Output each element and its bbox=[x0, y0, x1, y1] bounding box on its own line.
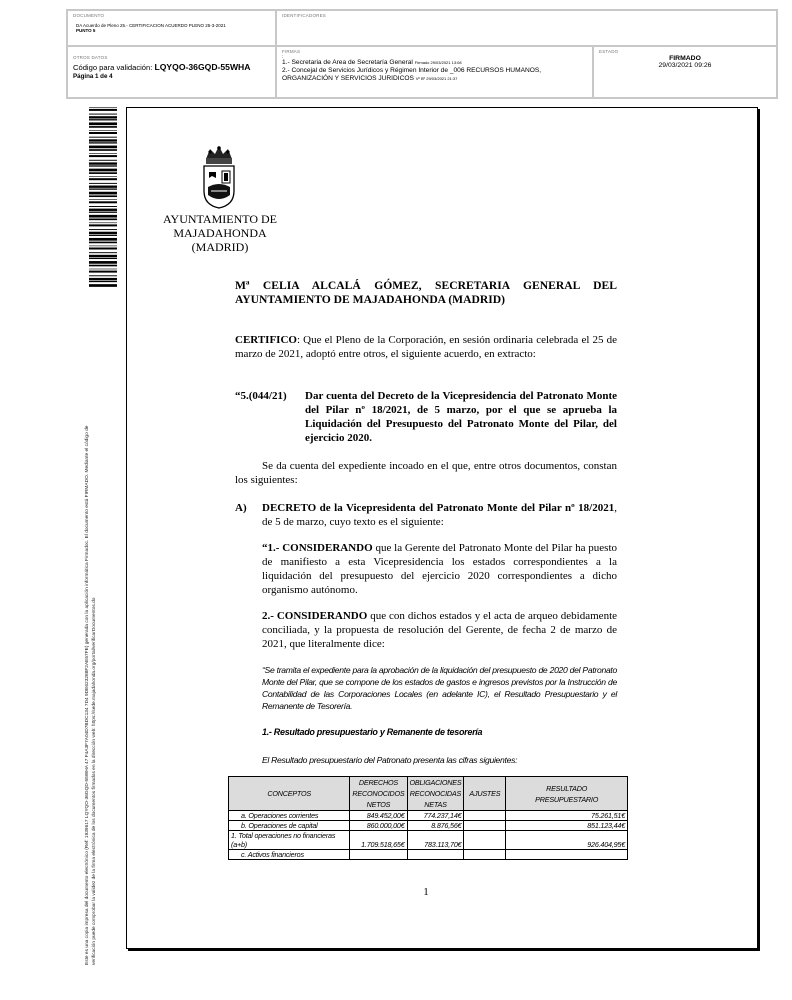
barcode-bar bbox=[89, 229, 117, 230]
barcode-bar bbox=[89, 107, 117, 108]
barcode-bar bbox=[89, 215, 117, 218]
barcode-bar bbox=[89, 116, 117, 118]
header-obligaciones-line-1: OBLIGACIONES bbox=[409, 778, 462, 787]
barcode-bar bbox=[89, 153, 117, 154]
barcode-bar bbox=[89, 139, 117, 141]
section-a-bold: DECRETO de la Vicepresidenta del Patronato Monte del Pilar nº 18/2021 bbox=[262, 502, 615, 514]
certifico-text: : Que el Pleno de la Corporación, en sesión ordinaria celebrada el 25 de marzo de 2021, adoptó entre otros, el siguiente acuerdo, en extracto: bbox=[235, 334, 617, 360]
barcode-bar bbox=[89, 130, 117, 131]
firma-2-text: ORGANIZACIÓN Y SERVICIOS JURIDICOS bbox=[282, 74, 414, 82]
se-da-cuenta-paragraph: Se da cuenta del expediente incoado en el que, entre otros documentos, constan los siguientes: bbox=[235, 460, 617, 486]
firma-1 bbox=[282, 59, 587, 67]
table-row bbox=[229, 811, 628, 821]
documento-value-2: PUNTO 5 bbox=[76, 28, 96, 33]
cell-ajustes bbox=[464, 831, 506, 850]
barcode-bar bbox=[89, 109, 117, 111]
table-row bbox=[229, 821, 628, 831]
barcode-bar bbox=[89, 186, 117, 188]
barcode-bar bbox=[89, 114, 117, 115]
cell-derechos: 1.709.518,65€ bbox=[350, 831, 407, 850]
cell-derechos bbox=[350, 850, 407, 860]
barcode-bar bbox=[89, 284, 117, 287]
documento-value: DA Acuerdo de Pleno 25.- CERTIFICACION ACUERDO PLENO 25-3-2021 bbox=[76, 23, 226, 28]
header-derechos bbox=[350, 777, 407, 811]
barcode-bar bbox=[89, 172, 117, 174]
header-resultado-line-1: RESULTADO bbox=[546, 783, 588, 793]
header-derechos-line-2: RECONOCIDOS bbox=[352, 789, 405, 798]
agenda-item-number: “5.(044/21) bbox=[235, 390, 287, 402]
table-header-row bbox=[229, 777, 628, 811]
barcode-bar bbox=[89, 192, 117, 195]
firma-2-line-1: 2.- Concejal de Servicios Jurídicos y Régimen Interior de _006 RECURSOS HUMANOS, bbox=[282, 66, 542, 74]
header-ajustes: AJUSTES bbox=[464, 777, 506, 811]
firmas-colon: : bbox=[282, 54, 284, 59]
barcode-bar bbox=[89, 137, 117, 138]
barcode-bar bbox=[89, 165, 117, 166]
barcode-bar bbox=[89, 219, 117, 221]
letterhead-line-3: (MADRID) bbox=[191, 240, 249, 254]
barcode-bar bbox=[89, 199, 117, 200]
cell-concepto bbox=[229, 831, 350, 850]
identificadores-cell bbox=[276, 10, 777, 46]
barcode-bar bbox=[89, 271, 117, 273]
firma-1-stamp: Firmado 29/03/2021 13:08 bbox=[414, 60, 462, 65]
title-line-1: Mª CELIA ALCALÁ GÓMEZ, SECRETARIA GENERAL DEL bbox=[235, 279, 617, 292]
documento-cell bbox=[67, 10, 276, 46]
barcode-bar bbox=[89, 212, 117, 213]
barcode-bar bbox=[89, 255, 117, 257]
cell-derechos: 849.452,00€ bbox=[350, 811, 407, 821]
certificate-title bbox=[235, 279, 617, 307]
header-resultado bbox=[506, 777, 628, 811]
barcode-bar bbox=[89, 269, 117, 270]
vertical-verification-note bbox=[84, 426, 98, 965]
page-number: 1 bbox=[423, 886, 429, 898]
cell-concepto-line-1: 1. Total operaciones no financieras bbox=[231, 831, 336, 840]
firmas-label: FIRMAS bbox=[282, 49, 301, 54]
considerando-1-bold: “1.- CONSIDERANDO bbox=[262, 542, 373, 554]
barcode-bar bbox=[89, 235, 117, 236]
cell-ajustes bbox=[464, 821, 506, 831]
codigo-value: LQYQO-36GQD-55WHA bbox=[154, 62, 251, 72]
header-obligaciones bbox=[407, 777, 464, 811]
pagina-indicator: Página 1 de 4 bbox=[73, 73, 113, 80]
header-obligaciones-line-2: RECONOCIDAS bbox=[409, 789, 462, 798]
barcode-bar bbox=[89, 201, 117, 203]
vertical-note-line-1: Este es una copia impresa del documento electrónico (Ref: 1939617 LQYQO-36GQD-55WHA 47 F4A3F7A04D7BDC134 7D4 9DE623288F2AE67FE) generada con la aplicación informática Firmadoc. El documento está FIRMADO. Mediante el código de bbox=[85, 425, 90, 965]
section-heading-resultado: 1.- Resultado presupuestario y Remanente de tesorería bbox=[262, 727, 483, 737]
signature-header bbox=[66, 9, 778, 99]
barcode-bar bbox=[89, 281, 117, 282]
letterhead-line-1: AYUNTAMIENTO DE bbox=[162, 212, 278, 226]
firma-2-stamp: Vº Bº 29/03/2021 21:37 bbox=[415, 75, 458, 81]
estado-value: FIRMADO bbox=[669, 55, 701, 62]
section-a-paragraph bbox=[262, 501, 617, 529]
barcode-bar bbox=[89, 122, 117, 125]
cell-resultado: 75.261,51€ bbox=[506, 811, 628, 821]
barcode-bar bbox=[89, 183, 117, 184]
header-resultado-line-2: PRESUPUESTARIO bbox=[535, 794, 599, 804]
cell-obligaciones bbox=[407, 850, 464, 860]
section-a-letter: A) bbox=[235, 502, 247, 514]
otros-datos-cell bbox=[67, 46, 276, 98]
cell-concepto: a. Operaciones corrientes bbox=[229, 811, 350, 821]
barcode-bar bbox=[89, 206, 117, 207]
codigo-validacion bbox=[73, 62, 270, 72]
barcode-bar bbox=[89, 146, 117, 149]
vertical-note-line-2: verificación puede comprobar la validez de la firma electrónica de los documentos firmados en la dirección web: https://sede.majadahonda.org/portal/verificarDocumentos.do bbox=[92, 597, 97, 965]
barcode-bar bbox=[89, 132, 117, 134]
cell-resultado bbox=[506, 850, 628, 860]
documento-label: DOCUMENTO bbox=[73, 13, 105, 18]
barcode-bar bbox=[89, 169, 117, 172]
table-row bbox=[229, 831, 628, 850]
letterhead bbox=[150, 212, 290, 254]
cell-concepto: c. Activos financieros bbox=[229, 850, 350, 860]
barcode-bar bbox=[89, 246, 117, 247]
firmas-cell bbox=[276, 46, 593, 98]
cell-resultado: 851.123,44€ bbox=[506, 821, 628, 831]
identificadores-label: IDENTIFICADORES bbox=[282, 13, 327, 18]
resultado-presupuestario-table bbox=[228, 776, 628, 860]
header-obligaciones-line-3: NETAS bbox=[424, 800, 447, 809]
header-derechos-line-3: NETOS bbox=[366, 800, 391, 809]
table-row bbox=[229, 850, 628, 860]
barcode-bar bbox=[89, 119, 117, 120]
barcode-image bbox=[89, 107, 117, 287]
cell-derechos: 860.000,00€ bbox=[350, 821, 407, 831]
cell-resultado: 926.404,95€ bbox=[506, 831, 628, 850]
barcode-bar bbox=[89, 126, 117, 128]
barcode-bar bbox=[89, 238, 117, 241]
estado-label: ESTADO bbox=[599, 49, 619, 54]
barcode-bar bbox=[89, 252, 117, 253]
barcode-bar bbox=[89, 248, 117, 250]
cell-ajustes bbox=[464, 811, 506, 821]
letterhead-line-2: MAJADAHONDA bbox=[173, 226, 267, 240]
barcode-bar bbox=[89, 195, 117, 197]
barcode-bar bbox=[89, 209, 117, 211]
propuesta-quote: “Se tramita el expediente para la aprobación de la liquidación del presupuesto de 2020 del Patronato Monte del Pilar, que se compone de los estados de gastos e ingresos previstos por la Instrucción de Contabilidad de las Corporaciones Locales (en adelante IC), el Resultado Presupuestario y el Remanente de Tesorería. bbox=[262, 665, 617, 711]
header-conceptos: CONCEPTOS bbox=[229, 777, 350, 811]
barcode-bar bbox=[89, 242, 117, 244]
table-intro: El Resultado presupuestario del Patronato presenta las cifras siguientes: bbox=[262, 755, 518, 765]
firma-2-line-2 bbox=[282, 75, 587, 83]
barcode-bar bbox=[89, 258, 117, 259]
barcode-bar bbox=[89, 265, 117, 267]
barcode-bar bbox=[89, 178, 117, 180]
agenda-item-title: Dar cuenta del Decreto de la Vicepresidencia del Patronato Monte del Pilar nº 18/2021, de 5 marzo, por el que se aprueba la Liquidación del Presupuesto del Patronato Monte del Pilar, del ejercicio 2020. bbox=[305, 390, 617, 444]
barcode-bar bbox=[89, 142, 117, 143]
barcode-bar bbox=[89, 176, 117, 177]
considerando-1-text: que la Gerente del Patronato Monte del Pilar ha puesto de manifiesto a esta Vicepresidencia los estados correspondientes a la liquidación del presupuesto del ejercicio 2020 correspondientes a dicho organismo autónomo. bbox=[262, 542, 618, 596]
cell-ajustes bbox=[464, 850, 506, 860]
cell-concepto: b. Operaciones de capital bbox=[229, 821, 350, 831]
cell-obligaciones: 783.113,70€ bbox=[407, 831, 464, 850]
barcode-bar bbox=[89, 155, 117, 157]
barcode-bar bbox=[89, 261, 117, 264]
header-derechos-line-1: DERECHOS bbox=[358, 778, 398, 787]
cell-obligaciones: 774.237,14€ bbox=[407, 811, 464, 821]
barcode-bar bbox=[89, 224, 117, 226]
barcode-bar bbox=[89, 162, 117, 164]
codigo-label: Código para validación: bbox=[73, 63, 153, 72]
cell-concepto-line-2: (a+b) bbox=[231, 840, 247, 849]
estado-cell bbox=[593, 46, 777, 98]
otros-datos-label: OTROS DATOS bbox=[73, 55, 108, 60]
considerando-2-text: que con dichos estados y el acta de arqueo debidamente conciliada, y la propuesta de resolución del Gerente, de fecha 2 de marzo de 2021, que literalmente dice: bbox=[262, 610, 618, 650]
certifico-paragraph bbox=[235, 333, 617, 361]
estado-date: 29/03/2021 09:26 bbox=[658, 62, 712, 69]
barcode-bar bbox=[89, 160, 117, 161]
cell-obligaciones: 8.876,56€ bbox=[407, 821, 464, 831]
barcode-bar bbox=[89, 278, 117, 280]
certifico-bold: CERTIFICO bbox=[235, 334, 297, 346]
title-line-2: AYUNTAMIENTO DE MAJADAHONDA (MADRID) bbox=[235, 293, 505, 306]
firma-1-text: 1.- Secretaria de Area de Secretaría General bbox=[282, 59, 413, 66]
considerando-1 bbox=[262, 541, 617, 597]
barcode-bar bbox=[89, 188, 117, 189]
barcode-bar bbox=[89, 223, 117, 224]
considerando-2-bold: 2.- CONSIDERANDO bbox=[262, 610, 368, 622]
coat-of-arms-icon bbox=[200, 143, 238, 209]
section-a-text: , de 5 de marzo, cuyo texto es el siguiente: bbox=[262, 502, 617, 528]
barcode-bar bbox=[89, 275, 117, 276]
barcode-bar bbox=[89, 232, 117, 234]
considerando-2 bbox=[262, 609, 617, 651]
barcode-bar bbox=[89, 149, 117, 151]
